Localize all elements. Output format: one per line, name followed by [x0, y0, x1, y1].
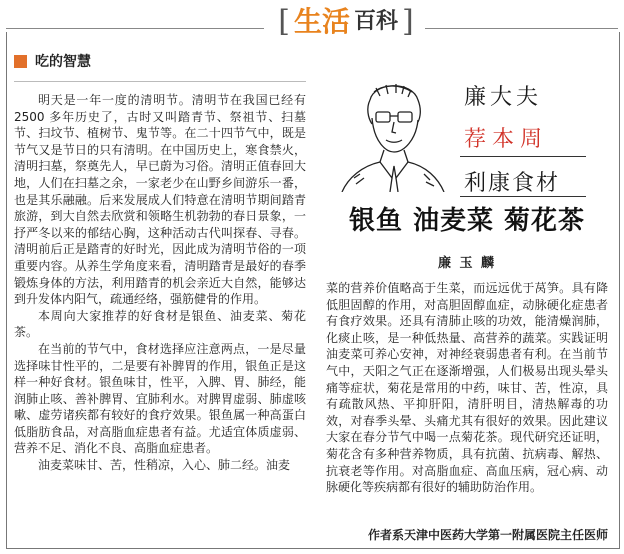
paragraph: 本周向大家推荐的好食材是银鱼、油麦菜、菊花茶。 — [14, 308, 306, 340]
title-rest: 百科 — [354, 9, 399, 34]
paragraph: 在当前的节气中，食材选择应注意两点，一是尽量选择味甘性平的，二是要有补脾胃的作用，银鱼正是这样一种好食材。银鱼味甘，性平，入脾、胃、肺经，能润肺止咳、善补脾胃、宜肺利水。对脾胃虚弱、肺虚咳嗽、虚劳诸疾都有较好的食疗效果。银鱼属一种高蛋白低脂肪食品，对高脂血症患者有益。尤适宜体质虚弱、营养不足、消化不良、高脂血症患者。 — [14, 341, 306, 456]
title-bracket-left: [ — [278, 4, 290, 39]
section-heading — [14, 50, 306, 72]
brand-line-1: 廉大夫 — [464, 85, 543, 110]
brand-rule-top — [460, 156, 586, 157]
header-rule-left — [6, 28, 264, 29]
paragraph: 菜的营养价值略高于生菜，而远远优于莴笋。具有降低胆固醇的作用，对高胆固醇血症，动脉硬化症患者有食疗效果。还具有清肺止咳的功效，能清燥润肺，化痰止咳，是一种低热量、高营养的蔬菜。实践证明油麦菜可养心安神，对神经衰弱患者有利。在当前节气中，天阳之气正在逐渐增强，人们极易出现头晕头痛等症状，菊花是常用的中药，味甘、苦，性凉，具有疏散风热、平抑肝阳，清肝明目，清热解毒的功效，对春季头晕、头痛尤其有很好的效果。因此建议大家在春分节气中喝一点菊花茶。现代研究还证明，菊花含有多种营养物质，具有抗菌、抗病毒、解热、抗衰老等作用。对高脂血症、高血压病，冠心病、动脉硬化等疾病都有很好的辅助防治作用。 — [326, 281, 608, 495]
right-body-text — [326, 280, 608, 496]
paragraph: 油麦菜味甘、苦，性稍凉，入心、肺二经。油麦 — [38, 458, 291, 473]
title-bracket-right: ] — [402, 4, 414, 39]
brand-rule-bottom — [460, 196, 586, 197]
paragraph: 明天是一年一度的清明节。清明节在我国已经有 2500 多年历史了，古时又叫踏青节、祭祖节、扫墓节、扫坟节、植树节、鬼节等。在二十四节气中，既是节气又是节日的只有清明。在中国历史上，寒食禁火，清明扫墓，祭奠先人，早已蔚为习俗。清明正值春回大地，人们在扫墓之余，一家老少在山野乡间游乐一番，也是其乐融融。后来发展成人们特意在清明节期间踏青旅游，到大自然去欣赏和领略生机勃勃的春日景象，一抒严冬以来的郁结心胸，这种活动古代叫探春、寻春。清明前后正是踏青的好时光，因此成为清明节俗的一项重要内容。从养生学角度来看，清明踏青是最好的春季锻炼身体的方法，利用踏青的机会亲近大自然，能够达到升发体内阳气，疏通经络，强筋健骨的作用。 — [14, 93, 306, 307]
section-divider — [14, 81, 306, 82]
left-column — [14, 50, 306, 473]
title-highlight: 生活 — [293, 5, 350, 38]
doctor-portrait-sketch — [334, 74, 452, 192]
author-note: 作者系天津中医药大学第一附属医院主任医师 — [367, 528, 608, 542]
article-author: 廉 玉 麟 — [437, 256, 497, 271]
brand-line-2: 荐本周 — [464, 127, 549, 152]
brand-line-3: 利康食材 — [464, 171, 561, 196]
section-title: 吃的智慧 — [35, 54, 91, 70]
header-rule-right — [425, 28, 618, 29]
section-square-icon — [14, 55, 27, 68]
article-headline: 银鱼 油麦菜 菊花茶 — [348, 206, 586, 236]
left-body-text — [14, 92, 306, 474]
